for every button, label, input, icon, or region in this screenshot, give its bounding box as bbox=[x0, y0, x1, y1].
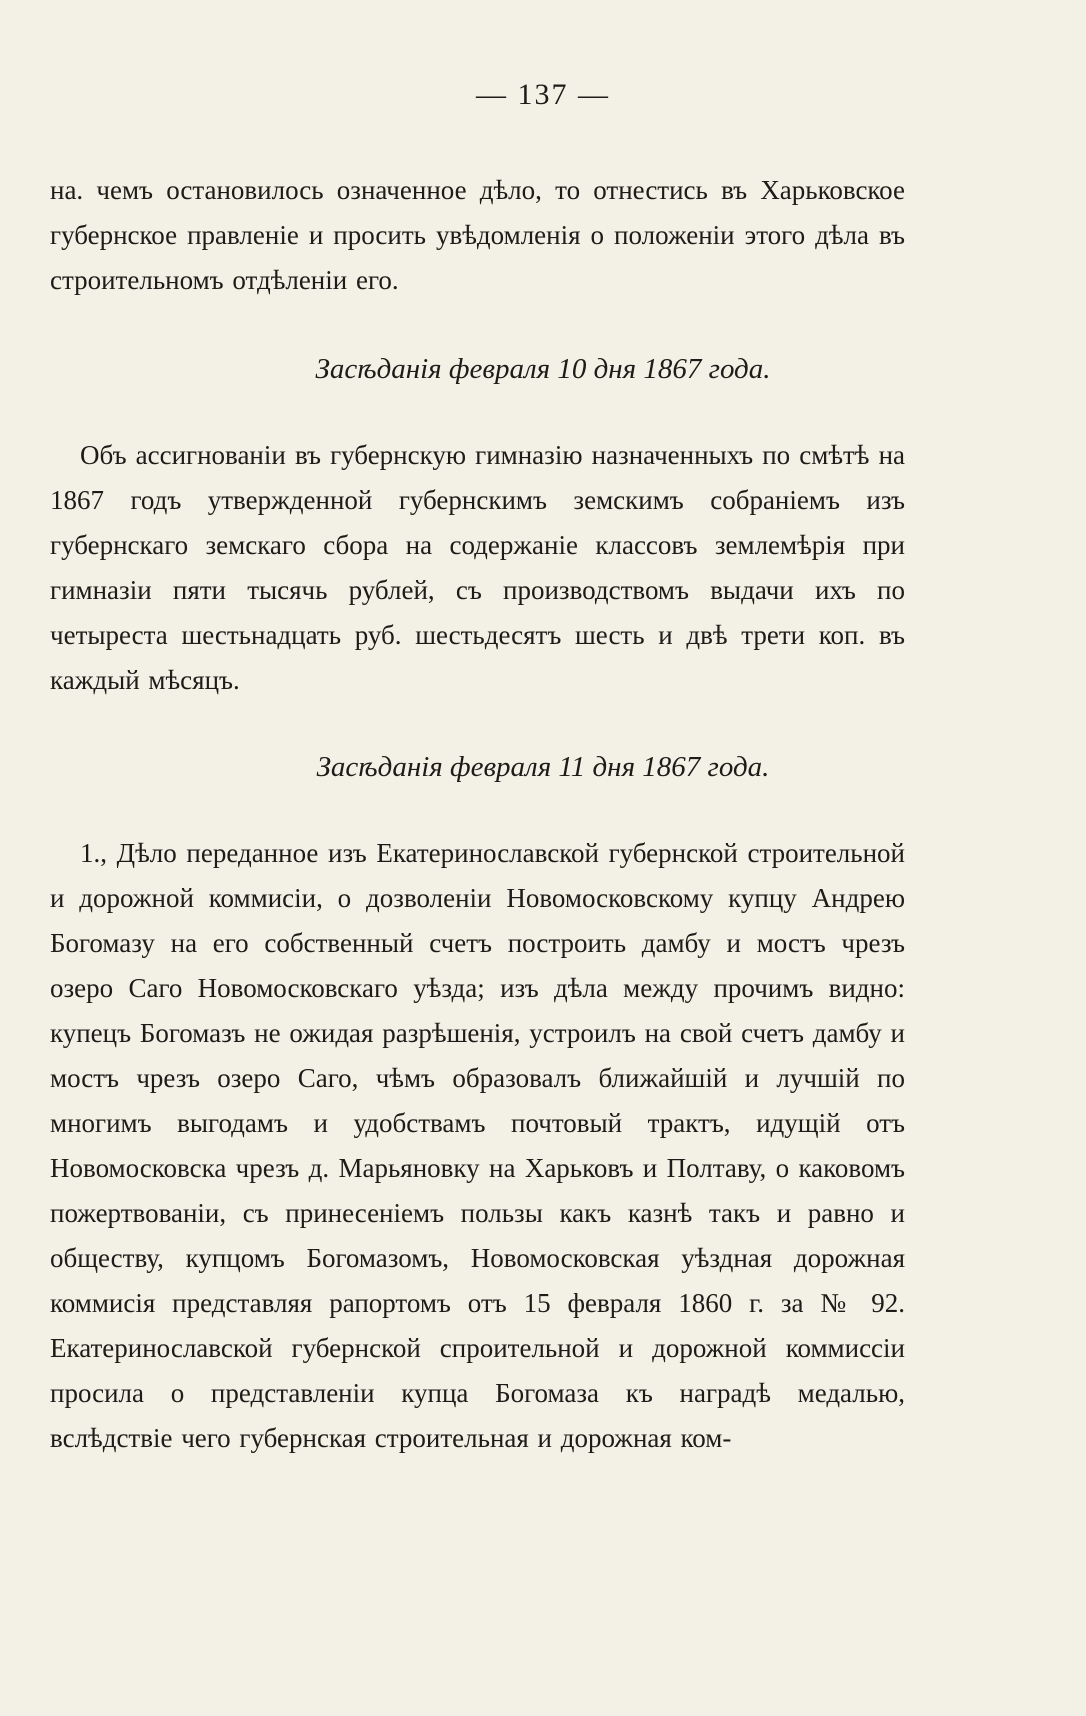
section-heading-feb-10: Засѣданія февраля 10 дня 1867 года. bbox=[315, 353, 771, 385]
page-number: — 137 — bbox=[476, 78, 610, 111]
paragraph-gymnasium-allocation bbox=[50, 433, 905, 703]
section-heading-feb-11: Засѣданія февраля 11 дня 1867 года. bbox=[316, 751, 770, 783]
paragraph-text: 1., Дѣло переданное изъ Екатеринославской губернской строительной и дорожной коммисіи, о дозволеніи Новомосковскому купцу Андрею Богомазу на его собственный счетъ построить дамбу и мостъ чрезъ озеро Саго Новомосковскаго уѣзда; изъ дѣла между прочимъ видно: купецъ Богомазъ не ожидая разрѣшенія, устроилъ на свой счетъ дамбу и мостъ чрезъ озеро Саго, чѣмъ образовалъ ближайшій и лучшій по многимъ выгодамъ и удобствамъ почтовый трактъ, идущій отъ Новомосковска чрезъ д. Марьяновку на Харьковъ и Полтаву, о каковомъ пожертвованіи, съ принесеніемъ пользы какъ казнѣ такъ и равно и обществу, купцомъ Богомазомъ, Новомосковская уѣздная дорожная коммисія представляя рапортомъ отъ 15 февраля 1860 г. за № 92. Екатеринославской губернской спроительной и дорожной коммиссіи просила о представленіи купца Богомаза къ наградѣ медалью, вслѣдствіе чего губернская строительная и дорожная ком- bbox=[50, 838, 905, 1453]
paragraph-text: Объ ассигнованіи въ губернскую гимназію назначенныхъ по смѣтѣ на 1867 годъ утвержденной губернскимъ земскимъ собраніемъ изъ губернскаго земскаго сбора на содержаніе классовъ землемѣрія при гимназіи пяти тысячь рублей, съ производствомъ выдачи ихъ по четыреста шестьнадцать руб. шестьдесятъ шесть и двѣ трети коп. въ каждый мѣсяцъ. bbox=[50, 440, 905, 695]
paragraph-continuation bbox=[50, 168, 905, 303]
paragraph-text: на. чемъ остановилось означенное дѣло, то отнестись въ Харьковское губернское правленіе и просить увѣдомленія о положеніи этого дѣла въ строительномъ отдѣленіи его. bbox=[50, 175, 905, 295]
paragraph-dam-and-bridge bbox=[50, 831, 905, 1461]
